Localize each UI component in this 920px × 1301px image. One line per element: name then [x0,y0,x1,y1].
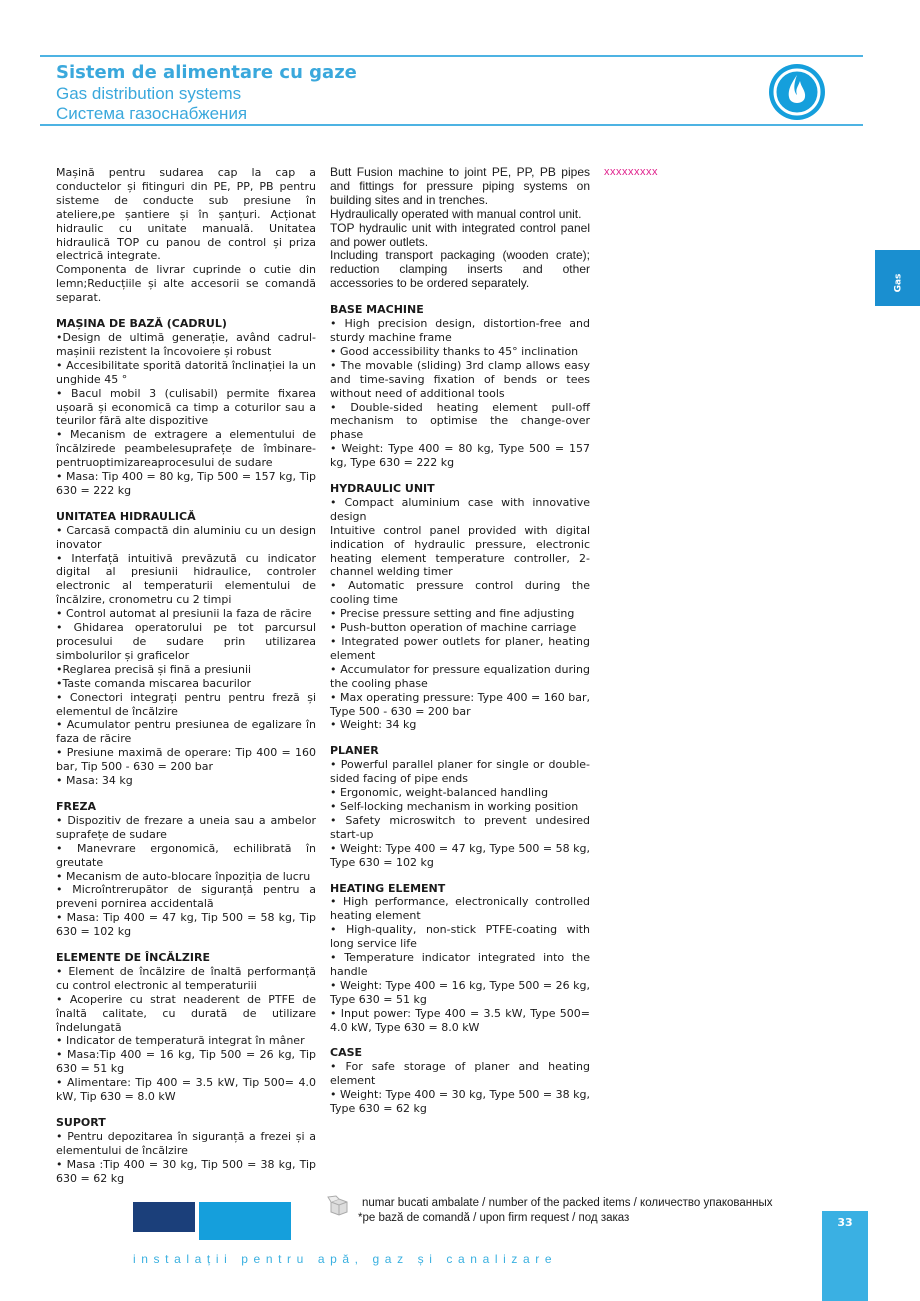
intro-paragraph: Including transport packaging (wooden crate); reduction clamping inserts and other accessories to be ordered separately. [330,248,590,291]
spec-item: • Microîntrerupător de siguranță pentru a preveni pornirea accidentală [56,883,316,911]
spec-item: • Powerful parallel planer for single or double-sided facing of pipe ends [330,758,590,786]
spec-item: • High performance, electronically controlled heating element [330,895,590,923]
spec-item: • Weight: Type 400 = 80 kg, Type 500 = 157 kg, Type 630 = 222 kg [330,442,590,470]
spec-section [56,1116,316,1186]
spec-item: •Design de ultimă generație, având cadrul-mașinii rezistent la încovoiere și robust [56,330,316,358]
spec-item: • Interfață intuitivă prevăzută cu indicator digital al presiunii hidraulice, controler electronic al temperaturii elementului de încălzire, cronometru cu 2 timpi [56,551,316,607]
spec-item: • Masa :Tip 400 = 30 kg, Tip 500 = 38 kg, Tip 630 = 62 kg [56,1157,316,1185]
packed-items-note: numar bucati ambalate / number of the packed items / количество упакованных [362,1197,773,1209]
spec-item: • Ghidarea operatorului pe tot parcursul procesului de sudare prin utilizarea simbolurilor și graficelor [56,621,316,662]
spec-item: • Mecanism de auto-blocare înpoziția de lucru [56,869,311,883]
header-bottom-rule [40,124,863,126]
company-tagline: instalații pentru apă, gaz și canalizare [133,1252,558,1266]
spec-item: • Indicator de temperatură integrat în mâner [56,1034,305,1048]
spec-item: • Dispozitiv de frezare a uneia sau a ambelor suprafețe de sudare [56,813,316,841]
section-heading: CASE [330,1046,363,1060]
spec-item: • Acumulator pentru presiunea de egalizare în faza de răcire [56,718,316,746]
spec-section [330,482,590,732]
section-heading: SUPORT [56,1116,106,1129]
spec-item: • Conectori integrați pentru pentru freză și elementul de încălzire [56,690,316,718]
spec-item: •Reglarea precisă și fină a presiunii [56,662,252,676]
spec-item: • Automatic pressure control during the cooling time [330,579,590,607]
spec-section [56,951,316,1104]
spec-item: • Self-locking mechanism in working position [330,799,579,813]
spec-item: • Compact aluminium case with innovative design [330,495,590,523]
section-heading: MAȘINA DE BAZĂ (CADRUL) [56,317,227,331]
placeholder-marker: xxxxxxxxx [604,166,658,178]
spec-item: • Masa: Tip 400 = 80 kg, Tip 500 = 157 kg, Tip 630 = 222 kg [56,470,316,497]
section-heading: BASE MACHINE [330,303,424,317]
spec-item: • Manevrare ergonomică, echilibrată în greutate [56,841,316,869]
spec-item: •Taste comanda miscarea bacurilor [56,676,252,690]
spec-item: • Precise pressure setting and fine adjusting [330,607,575,621]
spec-item: • Bacul mobil 3 (culisabil) permite fixarea ușoară și economică ca timp a coturilor sau a teurilor fără alte dispozitive [56,386,316,428]
intro-paragraph: TOP hydraulic unit with integrated control panel and power outlets. [330,220,590,249]
section-tab-label: Gas [893,273,904,293]
spec-item: • High-quality, non-stick PTFE-coating with long service life [330,923,590,951]
spec-item: • Max operating pressure: Type 400 = 160 bar, Type 500 - 630 = 200 bar [330,690,590,718]
spec-item: • High precision design, distortion-free and sturdy machine frame [330,317,590,344]
intro-paragraph: Butt Fusion machine to joint PE, PP, PB pipes and fittings for pressure piping systems on building sites and in trenches. [330,165,590,207]
spec-item: • The movable (sliding) 3rd clamp allows easy and time-saving fixation of bends or tees without need of additional tools [330,358,590,400]
spec-item: • Ergonomic, weight-balanced handling [330,786,549,800]
spec-item: • Alimentare: Tip 400 = 3.5 kW, Tip 500= 4.0 kW, Tip 630 = 8.0 kW [56,1076,316,1104]
spec-item: • Weight: Type 400 = 16 kg, Type 500 = 26 kg, Type 630 = 51 kg [330,978,590,1006]
intro-paragraph: Componenta de livrar cuprinde o cutie din lemn;Reducțiile și alte accesorii se comandă separat. [56,263,316,305]
spec-item: • Double-sided heating element pull-off mechanism to optimise the change-over phase [330,400,590,442]
spec-item: • Accesibilitate sporită datorită înclinației la un unghide 45 ° [56,358,316,386]
spec-item: • Mecanism de extragere a elementului de încălzirede peambelesuprafețe de îmbinare-pentruoptimizareaprocesului de sudare [56,428,316,470]
spec-item: • Masa:Tip 400 = 16 kg, Tip 500 = 26 kg, Tip 630 = 51 kg [56,1048,316,1076]
firm-request-note: *pe bază de comandă / upon firm request / под заказ [358,1212,630,1224]
spec-section [56,800,316,939]
intro-paragraph: Mașină pentru sudarea cap la cap a conductelor și fitinguri din PE, PP, PB pentru sisteme de conducte sub presiune în ateliere,pe șantiere și în șanțuri. Acționat hidraulic cu unitate manuală. Unitatea hidraulică TOP cu panou de control și priza electrică integrate. [56,166,316,263]
section-heading: HEATING ELEMENT [330,881,446,895]
page-number: 33 [837,1216,853,1229]
spec-item: • Masa: 34 kg [56,774,133,788]
spec-item: • Presiune maximă de operare: Tip 400 = 160 bar, Tip 500 - 630 = 200 bar [56,746,316,774]
header-top-rule [40,55,863,57]
spec-item: • Push-button operation of machine carriage [330,621,577,635]
spec-item: • Good accessibility thanks to 45° inclination [330,344,579,358]
column-romanian [56,166,316,1186]
spec-item: • Carcasă compactă din aluminiu cu un design inovator [56,523,316,551]
title-ru: Система газоснабжения [56,104,248,123]
intro-paragraph: Hydraulically operated with manual control unit. [330,206,582,221]
section-tab-gas[interactable] [875,250,920,306]
section-heading: PLANER [330,744,379,758]
section-heading: FREZA [56,799,96,813]
section-heading: ELEMENTE DE ÎNCĂLZIRE [56,951,210,965]
valrom-logo [133,1198,298,1246]
spec-section [330,882,590,1035]
title-en: Gas distribution systems [56,84,242,103]
spec-item: • Pentru depozitarea în siguranță a frezei și a elementului de încălzire [56,1129,316,1157]
spec-section [330,303,590,470]
spec-item: • Input power: Type 400 = 3.5 kW, Type 500= 4.0 kW, Type 630 = 8.0 kW [330,1006,590,1034]
section-heading: HYDRAULIC UNIT [330,482,435,496]
spec-item: • Control automat al presiunii la faza de răcire [56,607,312,621]
gas-flame-icon [768,63,826,121]
section-heading: UNITATEA HIDRAULICĂ [56,509,196,523]
title-ro: Sistem de alimentare cu gaze [56,62,357,83]
spec-item: • Integrated power outlets for planer, heating element [330,635,590,662]
spec-item: • Temperature indicator integrated into the handle [330,951,590,978]
spec-item: • Weight: Type 400 = 30 kg, Type 500 = 38 kg, Type 630 = 62 kg [330,1088,590,1116]
spec-section [56,510,316,788]
package-box-icon [327,1194,349,1216]
spec-item: • Safety microswitch to prevent undesired start-up [330,813,590,841]
column-english [330,166,590,1116]
spec-item: • Weight: 34 kg [330,718,417,732]
spec-section [330,1046,590,1116]
spec-item: • Weight: Type 400 = 47 kg, Type 500 = 58 kg, Type 630 = 102 kg [330,841,590,869]
spec-section [56,317,316,498]
spec-item: • Acoperire cu strat neaderent de PTFE de înaltă calitate, cu durată de utilizare îndelungată [56,992,316,1034]
spec-item: • Masa: Tip 400 = 47 kg, Tip 500 = 58 kg, Tip 630 = 102 kg [56,911,316,939]
spec-item: • Accumulator for pressure equalization during the cooling phase [330,662,590,690]
page-number-box [822,1211,868,1301]
spec-section [330,744,590,869]
spec-item: • Element de încălzire de înaltă performanță cu control electronic al temperaturiii [56,964,316,992]
spec-item: Intuitive control panel provided with digital indication of hydraulic pressure, electronic heating element temperature controller, 2-channel welding timer [330,523,590,579]
spec-item: • For safe storage of planer and heating element [330,1060,590,1088]
